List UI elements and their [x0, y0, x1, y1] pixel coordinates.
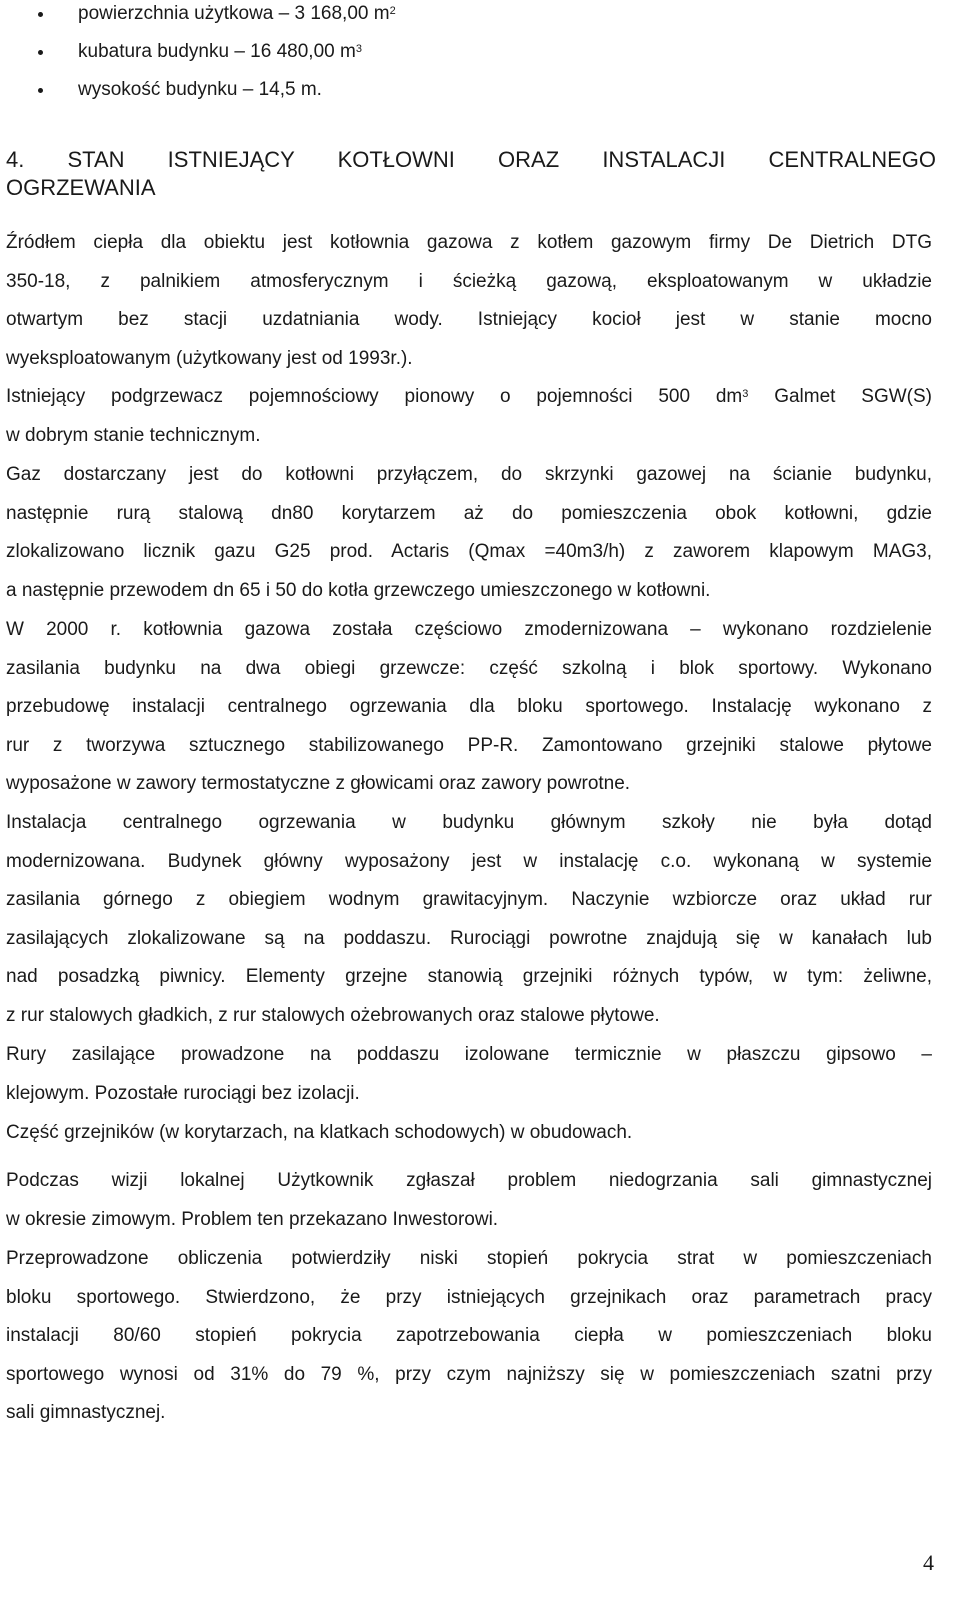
text-line: zasilających zlokalizowane są na poddaszu. Rurociągi powrotne znajdują się w kanałach lub — [6, 927, 932, 949]
text-line: Część grzejników (w korytarzach, na klatkach schodowych) w obudowach. — [6, 1122, 633, 1143]
text-line: następnie rurą stalową dn80 korytarzem aż do pomieszczenia obok kotłowni, gdzie — [6, 502, 932, 524]
list-item — [38, 78, 638, 116]
list-item-text: kubatura budynku – 16 480,00 $m^3$ — [78, 41, 362, 62]
text-line: Gaz dostarczany jest do kotłowni przyłączem, do skrzynki gazowej na ścianie budynku, — [6, 464, 932, 485]
text-line: Przeprowadzone obliczenia potwierdziły niski stopień pokrycia strat w pomieszczeniach — [6, 1248, 932, 1269]
list-item — [38, 40, 638, 78]
list-item — [38, 2, 638, 40]
text-line: zlokalizowano licznik gazu G25 prod. Actaris (Qmax =40m3/h) z zaworem klapowym MAG3, — [6, 541, 932, 562]
paragraph-site-visit — [6, 1162, 932, 1239]
paragraph-water-heater — [6, 378, 932, 455]
text-line: bloku sportowego. Stwierdzono, że przy istniejących grzejnikach oraz parametrach pracy — [6, 1286, 932, 1308]
text-line: sportowego wynosi od 31% do 79 %, przy czym najniższy się w pomieszczeniach szatni przy — [6, 1363, 932, 1385]
bullet-icon — [38, 50, 43, 55]
paragraph-pipe-insulation — [6, 1036, 932, 1113]
text-line: wyeksploatowanym (użytkowany jest od 1993r.). — [6, 347, 413, 369]
section-heading: 4. STAN ISTNIEJĄCY KOTŁOWNI ORAZ INSTALACJI CENTRALNEGO — [6, 147, 936, 172]
text-line: Podczas wizji lokalnej Użytkownik zgłaszał problem niedogrzania sali gimnastycznej — [6, 1170, 932, 1191]
text-line: instalacji 80/60 stopień pokrycia zapotrzebowania ciepła w pomieszczeniach bloku — [6, 1325, 932, 1346]
paragraph-modernization-2000 — [6, 611, 932, 804]
text-line: modernizowana. Budynek główny wyposażony jest w instalację c.o. wykonaną w systemie — [6, 850, 932, 872]
text-line: W 2000 r. kotłownia gazowa została częściowo zmodernizowana – wykonano rozdzielenie — [6, 619, 932, 640]
text-line: przebudowę instalacji centralnego ogrzewania dla bloku sportowego. Instalację wykonano z — [6, 696, 932, 717]
paragraph-calculations — [6, 1240, 932, 1433]
paragraph-radiator-covers — [6, 1114, 932, 1153]
text-line: 350-18, z palnikiem atmosferycznym i ścieżką gazową, eksploatowanym w układzie — [6, 270, 932, 292]
list-item-text: wysokość budynku – 14,5 m. — [78, 79, 322, 100]
text-line: w okresie zimowym. Problem ten przekazano Inwestorowi. — [6, 1208, 499, 1230]
text-line: otwartym bez stacji uzdatniania wody. Istniejący kocioł jest w stanie mocno — [6, 309, 932, 330]
text-line: a następnie przewodem dn 65 i 50 do kotła grzewczego umieszczonego w kotłowni. — [6, 579, 711, 601]
bullet-icon — [38, 88, 43, 93]
text-line: rur z tworzywa sztucznego stabilizowanego PP-R. Zamontowano grzejniki stalowe płytowe — [6, 734, 932, 756]
text-line: zasilania górnego z obiegiem wodnym grawitacyjnym. Naczynie wzbiorcze oraz układ rur — [6, 889, 932, 910]
building-parameters-list — [38, 2, 638, 116]
paragraph-main-building-installation — [6, 804, 932, 1035]
paragraph-gas-supply — [6, 456, 932, 610]
text-line: sali gimnastycznej. — [6, 1402, 166, 1423]
list-item-text: powierzchnia użytkowa – 3 168,00 $m^2$ — [78, 3, 396, 24]
bullet-icon — [38, 12, 43, 17]
text-line: zasilania budynku na dwa obiegi grzewcze: część szkolną i blok sportowy. Wykonano — [6, 657, 932, 679]
section-heading-continued: OGRZEWANIA — [6, 175, 156, 200]
page-number: 4 — [923, 1550, 934, 1575]
text-line: z rur stalowych gładkich, z rur stalowych ożebrowanych oraz stalowe płytowe. — [6, 1004, 660, 1026]
text-line: Źródłem ciepła dla obiektu jest kotłownia gazowa z kotłem gazowym firmy De Dietrich DTG — [6, 232, 932, 253]
paragraph-heat-source — [6, 224, 932, 378]
text-line: wyposażone w zawory termostatyczne z głowicami oraz zawory powrotne. — [6, 773, 631, 794]
text-line: Rury zasilające prowadzone na poddaszu izolowane termicznie w płaszczu gipsowo – — [6, 1044, 932, 1065]
text-line: w dobrym stanie technicznym. — [6, 424, 261, 446]
text-line: Istniejący podgrzewacz pojemnościowy pionowy o pojemności 500 $dm^3$ Galmet SGW(S) — [6, 386, 932, 407]
text-line: Instalacja centralnego ogrzewania w budynku głównym szkoły nie była dotąd — [6, 812, 932, 833]
text-line: nad posadzką piwnicy. Elementy grzejne stanowią grzejniki różnych typów, w tym: żeliwne, — [6, 966, 932, 987]
text-line: klejowym. Pozostałe rurociągi bez izolacji. — [6, 1082, 360, 1104]
